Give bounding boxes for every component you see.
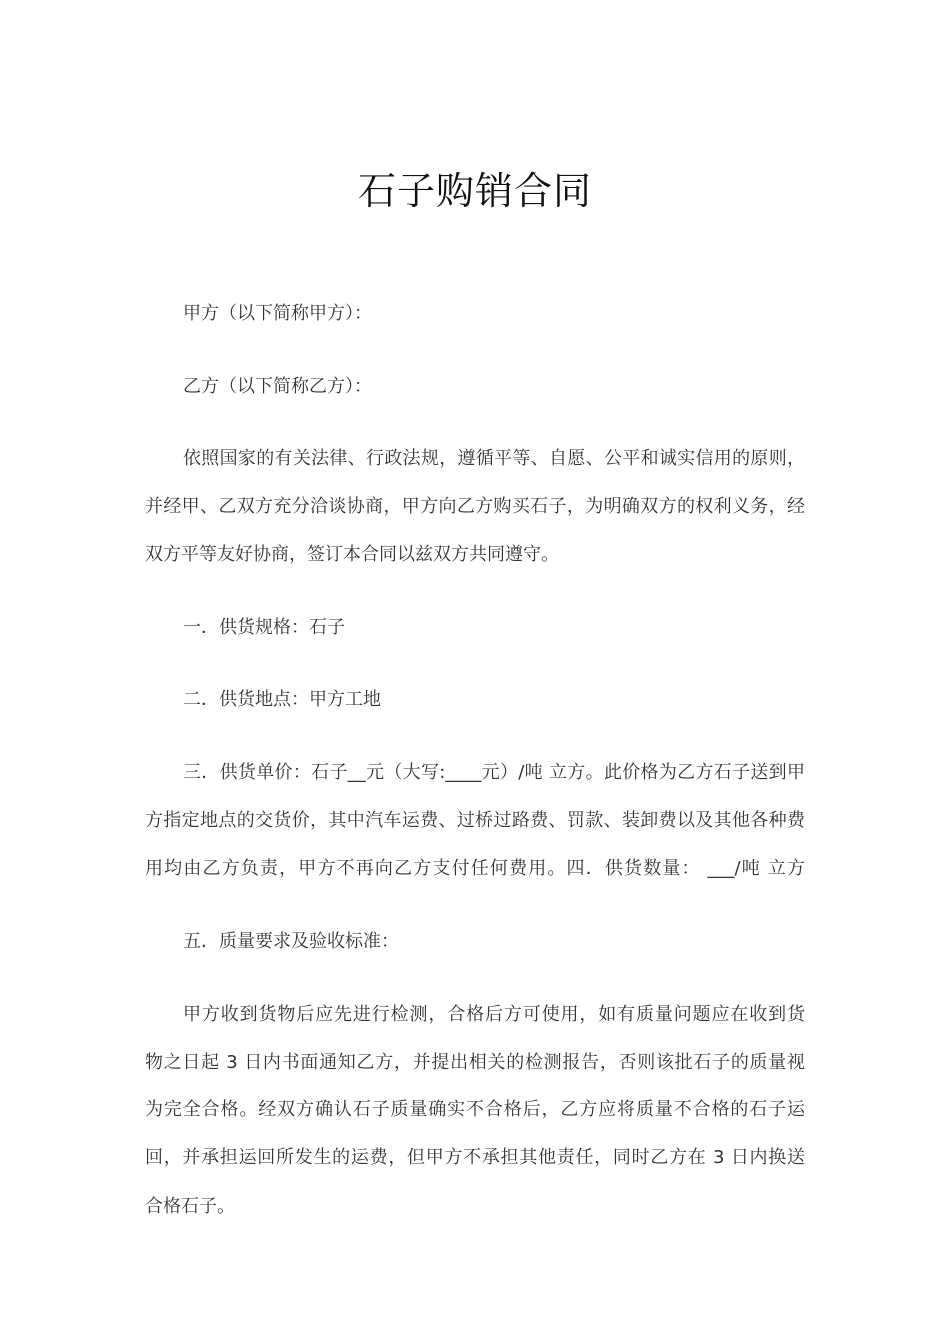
clause-3-line: 用均由乙方负责，甲方不再向乙方支付任何费用。四．供货数量： ___/吨 立方 [145,858,805,879]
party-a-line: 甲方（以下简称甲方）： [183,303,372,324]
quality-line: 为完全合格。经双方确认石子质量确实不合格后，乙方应将质量不合格的石子运 [145,1099,805,1120]
clause-1-line: 一．供货规格：石子 [183,617,345,638]
clause-5-line: 五．质量要求及验收标准： [183,931,399,952]
clause-2-line: 二．供货地点：甲方工地 [183,689,381,710]
preamble-line: 并经甲、乙双方充分洽谈协商，甲方向乙方购买石子，为明确双方的权利义务，经 [145,496,805,517]
clause-3-line: 方指定地点的交货价，其中汽车运费、过桥过路费、罚款、装卸费以及其他各种费 [145,810,805,831]
quality-line: 物之日起 3 日内书面通知乙方，并提出相关的检测报告，否则该批石子的质量视 [145,1052,805,1073]
party-b-line: 乙方（以下简称乙方）： [183,376,372,397]
quality-line: 合格石子。 [145,1196,235,1217]
preamble-line: 双方平等友好协商，签订本合同以兹双方共同遵守。 [145,544,559,565]
document-title: 石子购销合同 [357,169,592,213]
clause-3-line: 三．供货单价：石子__元（大写:____元）/吨 立方。此价格为乙方石子送到甲 [183,762,805,783]
quality-line: 甲方收到货物后应先进行检测，合格后方可使用，如有质量问题应在收到货 [183,1004,805,1025]
preamble-line: 依照国家的有关法律、行政法规，遵循平等、自愿、公平和诚实信用的原则， [183,448,805,469]
quality-line: 回，并承担运回所发生的运费，但甲方不承担其他责任，同时乙方在 3 日内换送 [145,1147,805,1168]
